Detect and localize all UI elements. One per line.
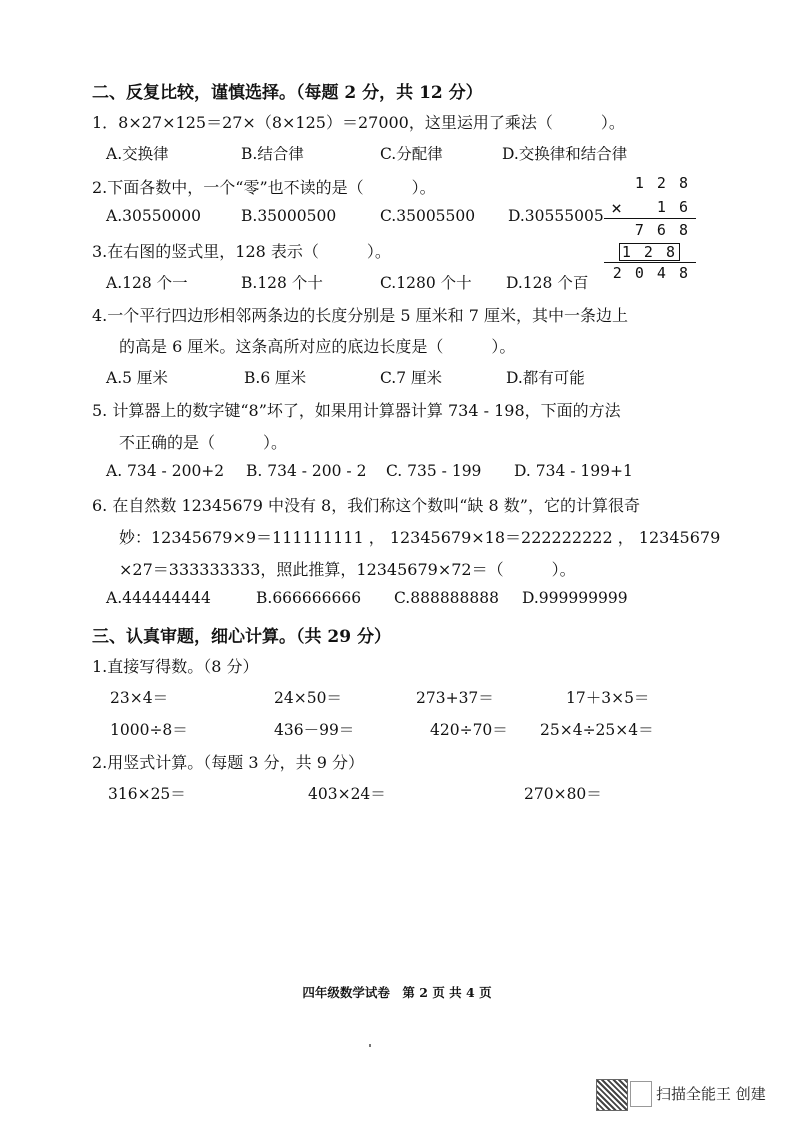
vertical-multiplication [600, 172, 694, 282]
part-1-title: 1.直接写得数。（8 分） [92, 657, 259, 676]
calc-item: 24×50＝ [274, 689, 342, 707]
vertical-row-partial-1: 7 6 8 [634, 221, 690, 239]
vertical-row-multiplier: 1 6 [656, 198, 690, 216]
vertical-calc-item: 316×25＝ [108, 785, 186, 803]
q5-option-a: A. 734 - 200+2 [106, 462, 225, 480]
question-4-stem-line-2: 的高是 6 厘米。这条高所对应的底边长度是（ ）。 [119, 337, 516, 356]
q3-option-a: A.128 个一 [106, 274, 188, 292]
question-5-stem-line-1: 5. 计算器上的数字键“8”坏了，如果用计算器计算 734 - 198，下面的方法 [92, 401, 621, 420]
question-1-stem: 1．8×27×125＝27×（8×125）＝27000，这里运用了乘法（ ）。 [92, 113, 625, 132]
q3-option-c: C.1280 个十 [380, 274, 472, 292]
vertical-row-partial-2: 1 2 8 [619, 243, 680, 261]
calc-item: 25×4÷25×4＝ [540, 721, 654, 739]
q3-option-b: B.128 个十 [241, 274, 323, 292]
q1-option-d: D.交换律和结合律 [502, 145, 628, 163]
vertical-row-multiplicand: 1 2 8 [634, 174, 690, 192]
scan-speck [369, 1044, 371, 1047]
q5-option-b: B. 734 - 200 - 2 [246, 462, 367, 480]
q4-option-d: D.都有可能 [506, 369, 585, 387]
vertical-calc-item: 403×24＝ [308, 785, 386, 803]
q2-option-d: D.30555005 [508, 207, 604, 225]
calc-item: 273+37＝ [416, 689, 494, 707]
question-6-stem-line-3: ×27＝333333333，照此推算，12345679×72＝（ ）。 [119, 560, 576, 579]
q3-option-d: D.128 个百 [506, 274, 589, 292]
q6-option-c: C.888888888 [394, 589, 499, 607]
q6-option-a: A.444444444 [106, 589, 211, 607]
calc-item: 17＋3×5＝ [566, 689, 650, 707]
vertical-divider-1 [604, 218, 696, 219]
calc-item: 23×4＝ [110, 689, 169, 707]
q1-option-a: A.交换律 [106, 145, 169, 163]
qr-code-icon [596, 1079, 628, 1111]
section-2-heading: 二、反复比较，谨慎选择。（每题 2 分，共 12 分） [92, 83, 483, 103]
q1-option-c: C.分配律 [380, 145, 443, 163]
q5-option-d: D. 734 - 199+1 [514, 462, 633, 480]
q2-option-a: A.30550000 [106, 207, 202, 225]
q6-option-d: D.999999999 [522, 589, 628, 607]
q1-option-b: B.结合律 [241, 145, 304, 163]
watermark-text: 扫描全能王 创建 [656, 1085, 766, 1103]
q2-option-c: C.35005500 [380, 207, 476, 225]
page-footer: 四年级数学试卷 第 2 页 共 4 页 [302, 985, 492, 1000]
question-6-stem-line-1: 6. 在自然数 12345679 中没有 8，我们称这个数叫“缺 8 数”，它的计算很奇 [92, 496, 640, 515]
vertical-row-product: 2 0 4 8 [612, 264, 690, 282]
q4-option-b: B.6 厘米 [244, 369, 307, 387]
scanner-watermark [590, 1076, 780, 1112]
app-logo-icon [630, 1081, 652, 1107]
q5-option-c: C. 735 - 199 [386, 462, 482, 480]
section-3-heading: 三、认真审题，细心计算。（共 29 分） [92, 627, 391, 647]
question-5-stem-line-2: 不正确的是（ ）。 [119, 433, 288, 452]
vertical-divider-2 [604, 262, 696, 263]
part-2-title: 2.用竖式计算。（每题 3 分，共 9 分） [92, 753, 364, 772]
question-2-stem: 2.下面各数中，一个“零”也不读的是（ ）。 [92, 178, 436, 197]
vertical-calc-item: 270×80＝ [524, 785, 602, 803]
q6-option-b: B.666666666 [256, 589, 362, 607]
vertical-operator: × [611, 198, 624, 219]
question-3-stem: 3.在右图的竖式里，128 表示（ ）。 [92, 242, 391, 261]
calc-item: 436－99＝ [274, 721, 355, 739]
question-6-stem-line-2: 妙：12345679×9＝111111111 ， 12345679×18＝222222222 ， 12345679 [119, 528, 721, 547]
question-4-stem-line-1: 4.一个平行四边形相邻两条边的长度分别是 5 厘米和 7 厘米，其中一条边上 [92, 306, 628, 325]
q4-option-a: A.5 厘米 [106, 369, 168, 387]
q4-option-c: C.7 厘米 [380, 369, 443, 387]
q2-option-b: B.35000500 [241, 207, 337, 225]
calc-item: 1000÷8＝ [110, 721, 188, 739]
calc-item: 420÷70＝ [430, 721, 508, 739]
